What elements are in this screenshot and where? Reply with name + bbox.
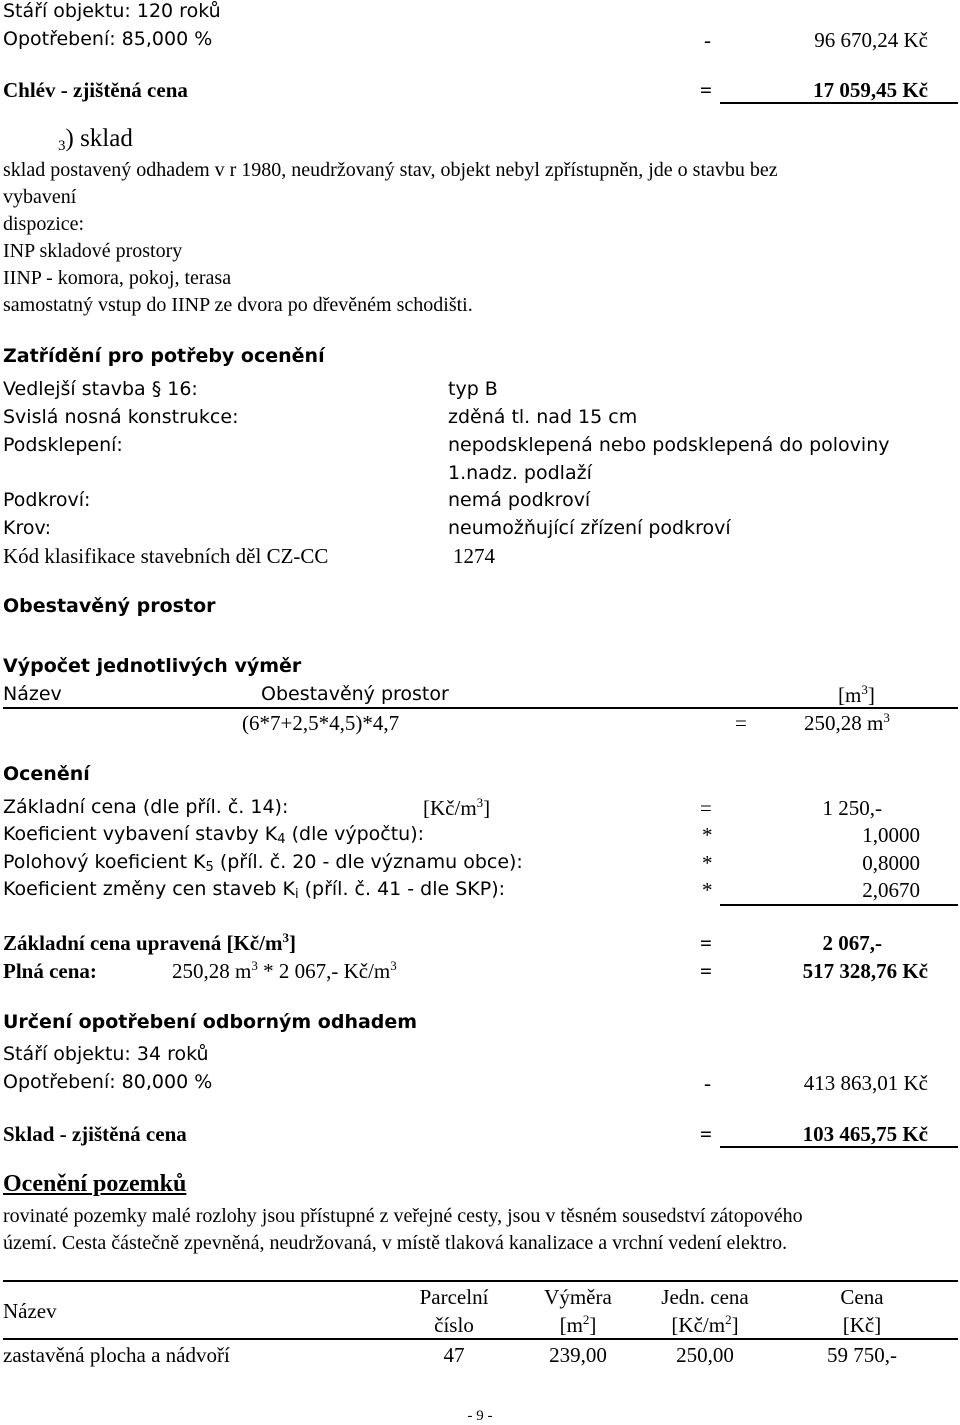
plna-op: =: [700, 959, 712, 983]
sklad-age: Stáří objektu: 34 roků: [3, 1043, 209, 1065]
price-unit-0: $[Kč/m^3]$: [423, 795, 491, 820]
plna-formula: 250,28 $m^3 * 2$ 067,- $Kč/m^3$: [172, 958, 397, 983]
vymery-col-name: Název: [3, 683, 62, 705]
class-value-5: neumožňující zřízení podkroví: [448, 517, 731, 539]
upr-op: =: [700, 931, 712, 955]
upr-value: 2 067,-: [822, 931, 882, 955]
pozemky-desc-2: území. Cesta částečně zpevněná, neudržovaná, v místě tlaková kanalizace a vrchní vedení elektro.: [3, 1232, 788, 1254]
class-value-2: nepodsklepená nebo podsklepená do poloviny: [448, 434, 890, 456]
price-op-1: *: [702, 823, 713, 847]
class-label-0: Vedlejší stavba § 16:: [3, 378, 198, 400]
pozemky-col-parcel-2: číslo: [434, 1313, 474, 1337]
sklad-found-underline: [720, 1146, 958, 1148]
price-label-1: Koeficient vybavení stavby $K_4$ (dle výpočtu):: [3, 823, 425, 847]
chlev-found-value: 17 059,45 Kč: [813, 78, 928, 102]
chlev-wear-label: Opotřebení: 85,000 %: [3, 28, 213, 50]
sklad-found-op: =: [700, 1122, 712, 1146]
class-value-1: zděná tl. nad 15 cm: [448, 406, 638, 428]
class-value-0: typ B: [448, 378, 498, 400]
vymery-header-rule: [3, 707, 958, 709]
class-label-4: Podkroví:: [3, 489, 91, 511]
sklad-found-label: Sklad - zjištěná cena: [3, 1122, 187, 1146]
price-label-0: Základní cena (dle příl. č. 14):: [3, 796, 289, 818]
sklad-wear-label: Opotřebení: 80,000 %: [3, 1071, 213, 1093]
pozemky-row-unit: 250,00: [676, 1343, 734, 1367]
pozemky-header-rule: [3, 1338, 958, 1340]
sklad-desc-3: dispozice:: [3, 213, 85, 235]
pozemky-col-price-2: [Kč]: [842, 1313, 882, 1337]
class-label-2: Podsklepení:: [3, 434, 123, 456]
urceni-heading: Určení opotřebení odborným odhadem: [3, 1011, 418, 1033]
price-value-0: 1 250,-: [822, 796, 882, 820]
plna-label: Plná cena:: [3, 959, 97, 983]
vypocet-heading: Výpočet jednotlivých výměr: [3, 655, 302, 677]
kod-label: Kód klasifikace stavebních děl CZ-CC: [3, 544, 329, 568]
class-label-1: Svislá nosná konstrukce:: [3, 406, 239, 428]
class-label-5: Krov:: [3, 517, 52, 539]
sklad-heading: $_3$) sklad: [58, 125, 133, 154]
pozemky-desc-1: rovinaté pozemky malé rozlohy jsou přístupné z veřejné cesty, jsou v těsném sousedství zátopového: [3, 1205, 803, 1227]
page-number: - 9 -: [467, 1408, 493, 1424]
sklad-desc-1: sklad postavený odhadem v r 1980, neudržovaný stav, objekt nebyl zpřístupněn, jde o stavbu bez: [3, 159, 778, 181]
price-value-3: 2,0670: [862, 878, 920, 902]
pozemky-col-parcel-1: Parcelní: [419, 1285, 489, 1309]
obest-heading: Obestavěný prostor: [3, 595, 216, 617]
vymery-formula: (6*7+2,5*4,5)*4,7: [242, 711, 400, 735]
sklad-desc-4: INP skladové prostory: [3, 240, 183, 262]
vymery-col-unit: $[m^3]$: [838, 682, 875, 707]
pozemky-row-name: zastavěná plocha a nádvoří: [3, 1343, 230, 1367]
pozemky-row-area: 239,00: [549, 1343, 607, 1367]
pozemky-col-name: Název: [3, 1299, 57, 1323]
pozemky-col-unit-2: $[Kč/m^2]$: [671, 1312, 739, 1337]
class-value-3: 1.nadz. podlaží: [448, 462, 592, 484]
pozemky-col-area-1: Výměra: [544, 1285, 612, 1309]
sklad-wear-op: -: [704, 1071, 711, 1095]
price-underline: [720, 904, 958, 906]
vymery-result: 250,28 $m^3$: [804, 710, 890, 735]
price-label-2: Polohový koeficient $K_5$ (příl. č. 20 - dle významu obce):: [3, 851, 523, 875]
pozemky-col-area-2: $[m^2]$: [559, 1312, 597, 1337]
pozemky-heading: Ocenění pozemků: [3, 1171, 187, 1197]
oceneni-heading: Ocenění: [3, 763, 90, 785]
chlev-age: Stáří objektu: 120 roků: [3, 0, 221, 22]
chlev-found-op: =: [700, 78, 712, 102]
vymery-op: =: [735, 711, 747, 735]
price-value-1: 1,0000: [862, 823, 920, 847]
plna-value: 517 328,76 Kč: [802, 959, 928, 983]
sklad-desc-5: IINP - komora, pokoj, terasa: [3, 267, 232, 289]
price-label-3: Koeficient změny cen staveb $K_i$ (příl. č. 41 - dle SKP):: [3, 878, 506, 902]
sklad-desc-2: vybavení: [3, 186, 77, 208]
price-op-3: *: [702, 878, 713, 902]
sklad-desc-6: samostatný vstup do IINP ze dvora po dřevěném schodišti.: [3, 294, 473, 316]
sklad-wear-value: 413 863,01 Kč: [803, 1071, 928, 1095]
chlev-found-underline: [720, 102, 958, 104]
class-heading: Zatřídění pro potřeby ocenění: [3, 345, 325, 367]
upr-label: Základní cena upravená $[Kč/m^3]$: [3, 930, 296, 955]
pozemky-col-price-1: Cena: [840, 1285, 884, 1309]
pozemky-row-price: 59 750,-: [827, 1343, 897, 1367]
pozemky-col-unit-1: Jedn. cena: [661, 1285, 749, 1309]
pozemky-table-top-rule: [3, 1280, 958, 1282]
sklad-found-value: 103 465,75 Kč: [802, 1122, 928, 1146]
class-value-4: nemá podkroví: [448, 489, 591, 511]
price-op-2: *: [702, 851, 713, 875]
price-value-2: 0,8000: [862, 851, 920, 875]
kod-value: 1274: [453, 544, 495, 568]
chlev-wear-op: -: [704, 28, 711, 52]
chlev-found-label: Chlév - zjištěná cena: [3, 78, 188, 102]
chlev-wear-value: 96 670,24 Kč: [814, 28, 928, 52]
vymery-col-obest: Obestavěný prostor: [261, 683, 449, 705]
price-op-0: =: [700, 796, 712, 820]
pozemky-row-parcel: 47: [443, 1343, 465, 1367]
